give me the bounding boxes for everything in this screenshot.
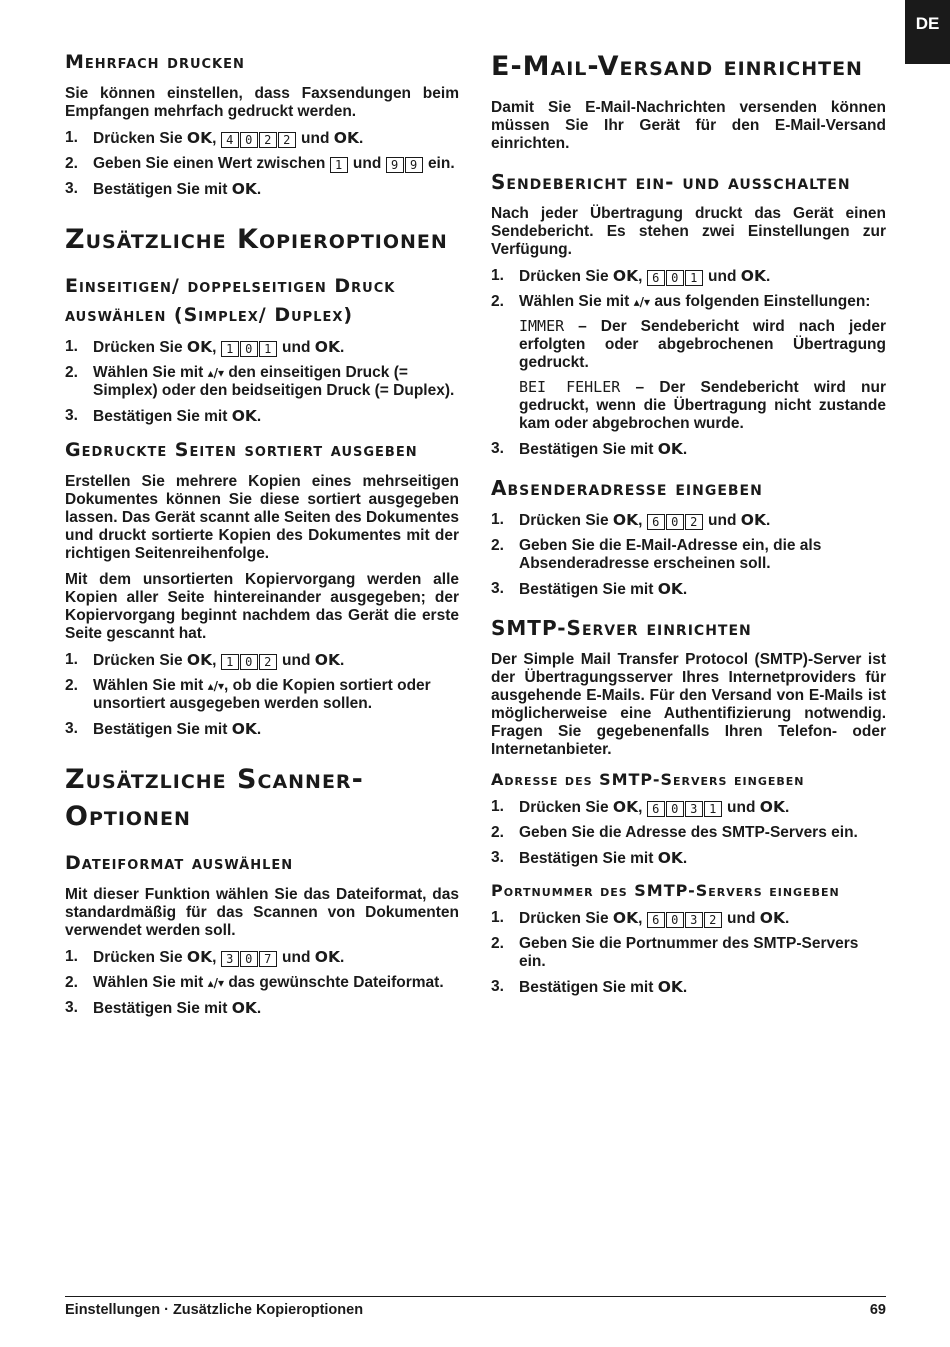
duplex-steps (65, 338, 459, 426)
sendebericht-intro: Nach jeder Übertragung druckt das Gerät einen Sendebericht. Es stehen zwei Einstellungen zur Verfügung. (491, 205, 886, 258)
dateiformat-intro: Mit dieser Funktion wählen Sie das Dateiformat, das standardmäßig für das Scannen von Dokumenten verwendet werden soll. (65, 886, 459, 939)
heading-email-versand: E-Mail-Versand einrichten (491, 51, 863, 82)
list-item: 1. Drücken Sie OK, 6 0 1 und OK. (491, 267, 771, 285)
list-item: 2. Geben Sie die E-Mail-Adresse ein, die als Absenderadresse erscheinen soll. (491, 537, 822, 572)
sendebericht-steps (491, 267, 886, 459)
list-item: 3. Bestätigen Sie mit OK. (65, 999, 262, 1017)
language-tab: DE (905, 0, 950, 64)
heading-scanner-optionen: Zusätzliche Scanner-Optionen (65, 764, 364, 832)
sortiert-steps (65, 651, 459, 739)
list-item: 3. Bestätigen Sie mit OK. (65, 720, 262, 738)
left-column (65, 40, 459, 1028)
heading-sendebericht: Sendebericht ein- und ausschalten (491, 170, 851, 194)
list-item: 2. Geben Sie einen Wert zwischen 1 und 9 9 ein. (65, 155, 455, 172)
list-item: 2. Geben Sie die Portnummer des SMTP-Servers ein. (491, 935, 859, 970)
smtp-port-steps (491, 909, 886, 997)
list-item: 2. Wählen Sie mit ▴/▾ das gewünschte Dateiformat. (65, 974, 444, 991)
option-immer: IMMER – Der Sendebericht wird nach jeder erfolgten oder abgebrochenen Übertragung gedruckt. (519, 317, 886, 371)
list-item: 1. Drücken Sie OK, 6 0 3 2 und OK. (491, 909, 790, 927)
dateiformat-steps (65, 948, 459, 1018)
smtp-adresse-steps (491, 798, 886, 868)
list-item: 2. Wählen Sie mit ▴/▾, ob die Kopien sortiert oder unsortiert ausgegeben werden sollen. (65, 677, 431, 712)
heading-absenderadresse: Absenderadresse eingeben (491, 476, 763, 500)
heading-duplex: Einseitigen/ doppelseitigen Druck auswählen (Simplex/ Duplex) (65, 275, 396, 326)
arrow-up-down-icon: ▴/▾ (207, 976, 224, 990)
arrow-up-down-icon: ▴/▾ (633, 295, 650, 309)
list-item: 3. Bestätigen Sie mit OK. (65, 180, 262, 198)
list-item: 3. Bestätigen Sie mit OK. (491, 978, 688, 996)
arrow-up-down-icon: ▴/▾ (207, 366, 224, 380)
right-column (491, 40, 886, 1007)
list-item: 1. Drücken Sie OK, 3 0 7 und OK. (65, 948, 345, 966)
mehrfach-steps (65, 129, 459, 199)
arrow-up-down-icon: ▴/▾ (207, 679, 224, 693)
heading-smtp-portnummer: Portnummer des SMTP-Servers eingeben (491, 881, 840, 900)
heading-mehrfach-drucken: Mehrfach drucken (65, 51, 245, 73)
list-item: 3. Bestätigen Sie mit OK. (491, 580, 688, 598)
list-item: 1. Drücken Sie OK, 1 0 2 und OK. (65, 651, 345, 669)
list-item: 2. Wählen Sie mit ▴/▾ den einseitigen Druck (= Simplex) oder den beidseitigen Druck (= Duplex). (65, 364, 455, 399)
list-item: 1. Drücken Sie OK, 4 0 2 2 und OK. (65, 129, 364, 147)
list-item: 1. Drücken Sie OK, 1 0 1 und OK. (65, 338, 345, 356)
smtp-intro: Der Simple Mail Transfer Protocol (SMTP)-Server ist der Übertragungsserver Ihres Internetproviders für ausgehende E-Mails. Für den Versand von E-Mails ist möglicherweise eine Authentifizierung notwendig. Fragen Sie gegebenenfalls Ihren Telefon- oder Internetanbieter. (491, 651, 886, 758)
heading-smtp-adresse: Adresse des SMTP-Servers eingeben (491, 770, 805, 789)
mehrfach-intro: Sie können einstellen, dass Faxsendungen beim Empfangen mehrfach gedruckt werden. (65, 85, 459, 120)
heading-kopieroptionen: Zusätzliche Kopieroptionen (65, 224, 448, 255)
absender-steps (491, 511, 886, 599)
list-item: 2. Geben Sie die Adresse des SMTP-Servers ein. (491, 824, 858, 841)
sortiert-p1: Erstellen Sie mehrere Kopien eines mehrseitigen Dokumentes können Sie diese sortiert ausgegeben lassen. Das Gerät scannt alle Seiten des Dokumentes und druckt sortierte Kopien des Dokumentes mit der richtigen Seitenreihenfolge. (65, 473, 459, 562)
list-item: 3. Bestätigen Sie mit OK. (491, 849, 688, 867)
list-item: 3. Bestätigen Sie mit OK. (491, 440, 688, 458)
heading-sortiert: Gedruckte Seiten sortiert ausgeben (65, 439, 418, 461)
email-intro: Damit Sie E-Mail-Nachrichten versenden können müssen Sie Ihr Gerät für den E-Mail-Versand einrichten. (491, 99, 886, 152)
list-item: 2. Wählen Sie mit ▴/▾ aus folgenden Einstellungen: IMMER – Der Sendebericht wird nach jeder erfolgten oder abgebrochenen Übertragung gedruckt. BEI FEHLER – Der Sendebericht wird nur gedruckt, wenn die Übertragung nicht zustande kam oder abgebrochen wurde. (491, 293, 887, 432)
footer-divider (65, 1296, 886, 1297)
footer-section: Einstellungen · Zusätzliche Kopieroptionen (65, 1302, 364, 1318)
list-item: 1. Drücken Sie OK, 6 0 3 1 und OK. (491, 798, 790, 816)
heading-smtp-server: SMTP-Server einrichten (491, 616, 752, 640)
option-bei-fehler: BEI FEHLER – Der Sendebericht wird nur gedruckt, wenn die Übertragung nicht zustande kam oder abgebrochen wurde. (519, 378, 887, 432)
list-item: 3. Bestätigen Sie mit OK. (65, 407, 262, 425)
page-number: 69 (869, 1302, 886, 1318)
sortiert-p2: Mit dem unsortierten Kopiervorgang werden alle Kopien aller Seite hintereinander ausgegeben; der Kopiervorgang beginnt nachdem das Gerät die erste Seite gescannt hat. (65, 571, 459, 642)
heading-dateiformat: Dateiformat auswählen (65, 852, 294, 874)
list-item: 1. Drücken Sie OK, 6 0 2 und OK. (491, 511, 771, 529)
